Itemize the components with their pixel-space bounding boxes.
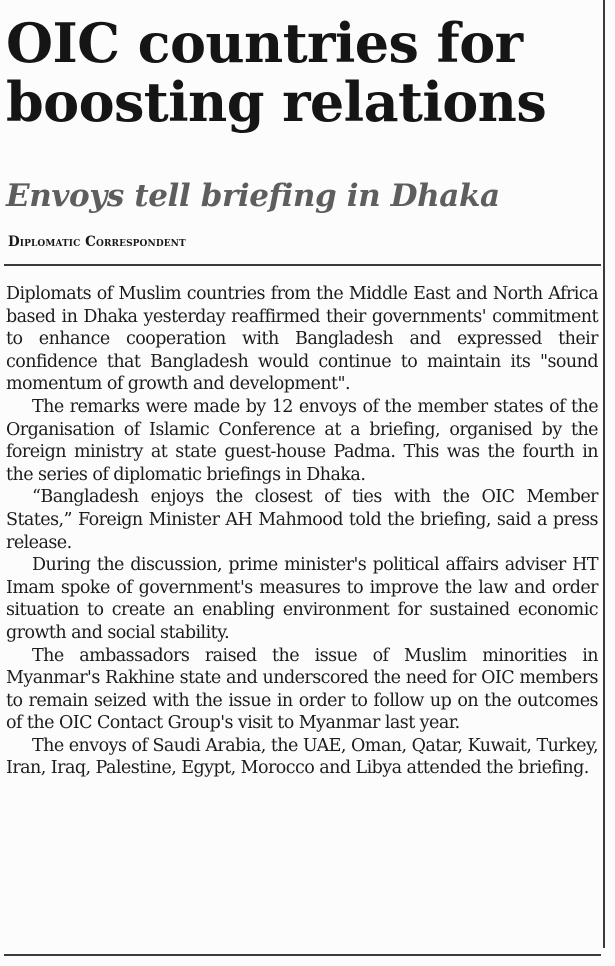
article-body (6, 283, 598, 780)
byline: Diplomatic Correspondent (8, 234, 186, 250)
headline: OIC countries for boosting relations (6, 11, 547, 134)
article-paragraph: The envoys of Saudi Arabia, the UAE, Oman, Qatar, Kuwait, Turkey, Iran, Iraq, Palestine, Egypt, Morocco and Libya attended the briefing. (6, 735, 598, 779)
bottom-divider (4, 954, 601, 956)
byline-divider (4, 264, 601, 266)
article-paragraph: The ambassadors raised the issue of Muslim minorities in Myanmar's Rakhine state and underscored the need for OIC members to remain seized with the issue in order to follow up on the outcomes of the OIC Contact Group's visit to Myanmar last year. (6, 645, 598, 734)
article-paragraph: The remarks were made by 12 envoys of the member states of the Organisation of Islamic Conference at a briefing, organised by the foreign ministry at state guest-house Padma. This was the fourth in the series of diplomatic briefings in Dhaka. (6, 396, 598, 485)
article-paragraph: “Bangladesh enjoys the closest of ties with the OIC Member States,” Foreign Minister AH Mahmood told the briefing, said a press release. (6, 487, 598, 553)
column-rule (603, 0, 605, 948)
article-paragraph: Diplomats of Muslim countries from the Middle East and North Africa based in Dhaka yesterday reaffirmed their governments' commitment to enhance cooperation with Bangladesh and expressed their confidence that Bangladesh would continue to maintain its "sound momentum of growth and development". (6, 284, 598, 395)
subheadline: Envoys tell briefing in Dhaka (6, 178, 500, 214)
article-paragraph: During the discussion, prime minister's political affairs adviser HT Imam spoke of government's measures to improve the law and order situation to create an enabling environment for sustained economic growth and social stability. (6, 555, 598, 643)
